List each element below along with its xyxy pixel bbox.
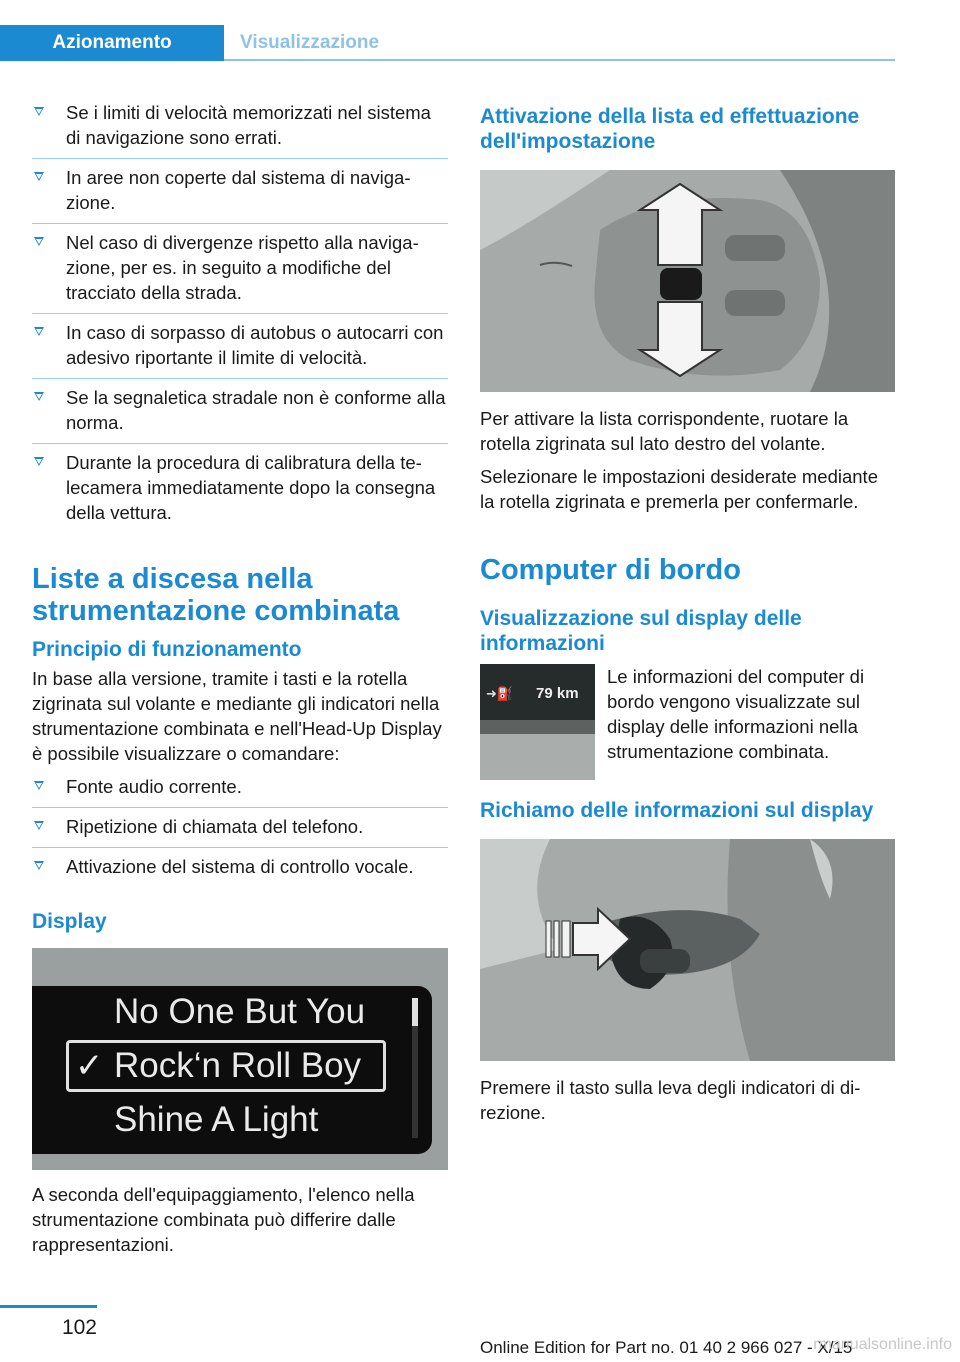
left-column xyxy=(32,100,448,1265)
display-bezel xyxy=(480,720,595,734)
display-list-item: No One But You xyxy=(114,992,366,1031)
display-illustration xyxy=(32,948,448,1170)
subsection-title-recall: Richiamo delle informazioni sul display xyxy=(480,799,874,822)
scrollbar-thumb-icon xyxy=(412,998,418,1026)
subsection-title-info: Visualizzazione sul display delle informazioni xyxy=(480,607,802,655)
list-item: In aree non coperte dal sistema di navigazione. xyxy=(32,165,448,224)
tab-visualizzazione[interactable]: Visualizzazione xyxy=(240,32,380,53)
recall-text: Premere il tasto sulla leva degli indicatori di direzione. xyxy=(480,1077,861,1123)
info-display-row xyxy=(480,664,895,780)
page-header xyxy=(0,25,895,61)
page-number: 102 xyxy=(61,1316,97,1339)
watermark: rmanualsonline.info xyxy=(813,1336,952,1353)
triangle-bullet-icon xyxy=(34,392,44,401)
triangle-bullet-icon xyxy=(34,821,44,830)
edition-note: Online Edition for Part no. 01 40 2 966 027 - X/15 xyxy=(480,1338,853,1357)
display-caption: A seconda dell'equipaggiamento, l'elenco nella strumentazione combinata può differire dalle rappresentazioni. xyxy=(32,1184,415,1255)
list-item: Ripetizione di chiamata del telefono. xyxy=(32,814,448,848)
triangle-bullet-icon xyxy=(34,107,44,116)
display-screen xyxy=(32,986,432,1154)
activation-text-2: Selezionare le impostazioni desiderate mediante la rotella zigrinata e premerla per confermarle. xyxy=(480,466,878,512)
steering-wheel-illustration xyxy=(480,170,895,392)
list-item: Fonte audio corrente. xyxy=(32,774,448,808)
right-column xyxy=(480,104,895,1133)
display-selection-frame xyxy=(66,1040,386,1092)
check-icon: ✓ xyxy=(75,1047,104,1085)
range-value: 79 km xyxy=(536,685,579,702)
display-list-item-selected: Rock‘n Roll Boy xyxy=(114,1046,362,1085)
subsection-title-activation: Attivazione della lista ed effettuazione dell'impostazione xyxy=(480,105,860,153)
triangle-bullet-icon xyxy=(34,237,44,246)
info-display-illustration xyxy=(480,664,595,780)
activation-text-1: Per attivare la lista corrispondente, ruotare la rotella zigrinata sul lato destro del volante. xyxy=(480,408,849,454)
subsection-title-principle: Principio di funzionamento xyxy=(32,638,302,661)
range-icon: ➜⛽ xyxy=(486,686,514,701)
tab-azionamento[interactable]: Azionamento xyxy=(0,25,224,61)
header-divider xyxy=(224,59,895,61)
triangle-bullet-icon xyxy=(34,861,44,870)
triangle-bullet-icon xyxy=(34,781,44,790)
turn-signal-lever-button-icon xyxy=(480,839,895,1061)
display-list-item: Shine A Light xyxy=(114,1100,319,1139)
turn-signal-lever-illustration xyxy=(480,839,895,1061)
section-title-lists: Liste a discesa nella strumentazione combinata xyxy=(32,563,400,627)
footer-divider xyxy=(0,1305,97,1308)
triangle-bullet-icon xyxy=(34,172,44,181)
info-text: Le informazioni del computer di bordo vengono visualizzate sul display delle informazioni nella strumentazione combinata. xyxy=(607,666,865,762)
list-item: Durante la procedura di calibratura della telecamera immediatamente dopo la consegna della vettura. xyxy=(32,450,448,533)
list-item: In caso di sorpasso di autobus o autocarri con adesivo riportante il limite di velocità. xyxy=(32,320,448,379)
section-title-computer: Computer di bordo xyxy=(480,554,741,586)
list-item: Se la segnaletica stradale non è conforme alla norma. xyxy=(32,385,448,444)
principle-list xyxy=(32,774,448,887)
list-item: Se i limiti di velocità memorizzati nel sistema di navigazione sono errati. xyxy=(32,100,448,159)
subsection-title-display: Display xyxy=(32,910,107,933)
list-item: Nel caso di divergenze rispetto alla navigazione, per es. in seguito a modifiche del tracciato della strada. xyxy=(32,230,448,314)
triangle-bullet-icon xyxy=(34,457,44,466)
triangle-bullet-icon xyxy=(34,327,44,336)
conditions-list xyxy=(32,100,448,533)
info-display-screen xyxy=(480,664,595,724)
list-item: Attivazione del sistema di controllo vocale. xyxy=(32,854,448,887)
principle-text: In base alla versione, tramite i tasti e la rotella zigrinata sul volante e mediante gli indicatori nella strumentazione combinata e nell'Head-Up Display è possibile visualizzare o comandare: xyxy=(32,668,442,764)
steering-wheel-thumbwheel-icon xyxy=(480,170,895,392)
